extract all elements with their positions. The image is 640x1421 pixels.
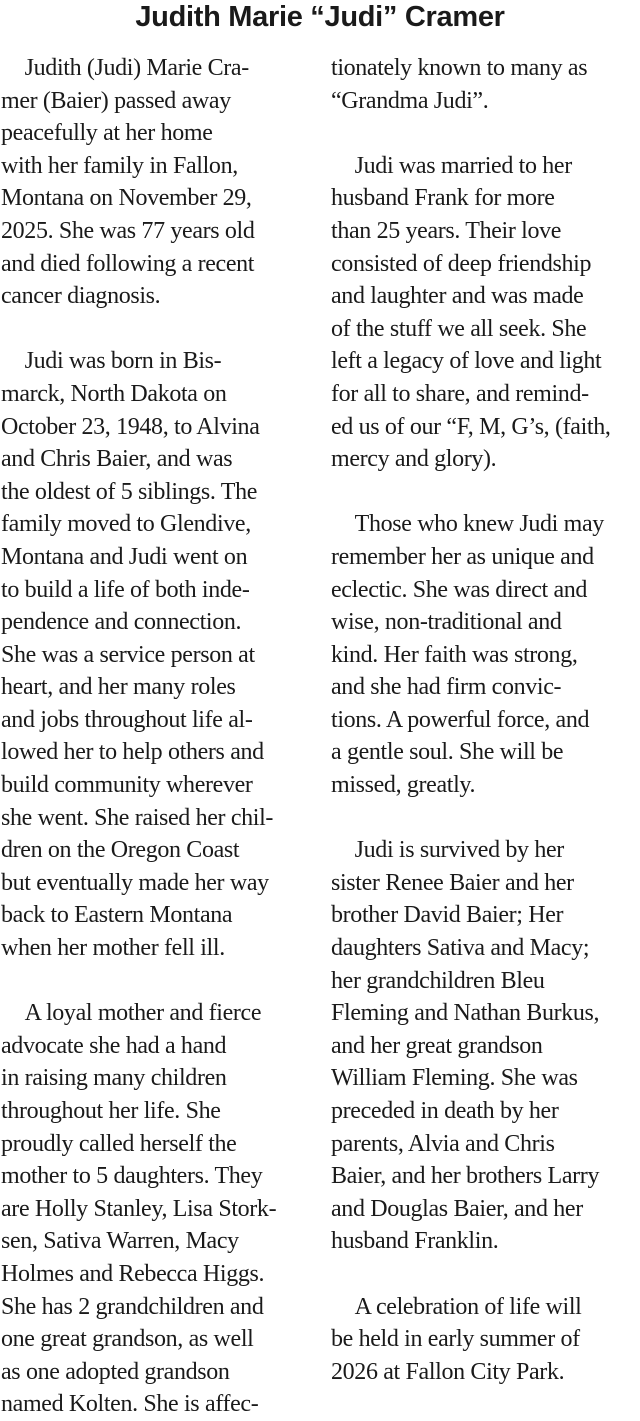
- text-line: A loyal mother and fierce: [1, 1000, 262, 1027]
- text-line: She has 2 grandchildren and: [1, 1293, 264, 1320]
- text-line: 2025. She was 77 years old: [1, 217, 255, 244]
- text-line: “Grandma Judi”.: [331, 87, 489, 114]
- obituary-title: Judith Marie “Judi” Cramer: [135, 1, 505, 33]
- text-line: mother to 5 daughters. They: [1, 1163, 263, 1190]
- text-line: family moved to Glendive,: [1, 511, 251, 538]
- text-line: sen, Sativa Warren, Macy: [1, 1228, 239, 1255]
- text-line: dren on the Oregon Coast: [1, 837, 240, 864]
- text-line: mer (Baier) passed away: [1, 87, 231, 114]
- text-line: and jobs throughout life al-: [1, 706, 253, 733]
- text-line: proudly called herself the: [1, 1130, 237, 1157]
- text-line: the oldest of 5 siblings. The: [1, 478, 258, 505]
- text-line: remember her as unique and: [331, 543, 594, 570]
- text-line: in raising many children: [1, 1065, 227, 1092]
- paragraph-break: [331, 1258, 638, 1291]
- text-line: William Fleming. She was: [331, 1065, 578, 1092]
- text-line: advocate she had a hand: [1, 1032, 227, 1059]
- text-line: Holmes and Rebecca Higgs.: [1, 1260, 265, 1287]
- text-line: are Holly Stanley, Lisa Stork-: [1, 1195, 277, 1222]
- text-line: heart, and her many roles: [1, 674, 236, 701]
- text-line: and laughter and was made: [331, 283, 584, 310]
- text-line: ed us of our “F, M, G’s, (faith,: [331, 413, 611, 440]
- text-line: Baier, and her brothers Larry: [331, 1163, 600, 1190]
- text-line: but eventually made her way: [1, 869, 269, 896]
- text-line: she went. She raised her chil-: [1, 804, 274, 831]
- text-line: peacefully at her home: [1, 120, 213, 147]
- text-line: Fleming and Nathan Burkus,: [331, 1000, 600, 1027]
- text-line: back to Eastern Montana: [1, 902, 233, 929]
- text-line: cancer diagnosis.: [1, 283, 161, 310]
- paragraph-break: [1, 313, 316, 346]
- text-line: wise, non-traditional and: [331, 609, 562, 636]
- text-line: named Kolten. She is affec-: [1, 1391, 259, 1418]
- text-line: Montana on November 29,: [1, 185, 252, 212]
- text-line: husband Franklin.: [331, 1228, 499, 1255]
- text-line: her grandchildren Bleu: [331, 967, 545, 994]
- text-line: and Douglas Baier, and her: [331, 1195, 583, 1222]
- text-line: Those who knew Judi may: [331, 511, 604, 538]
- text-line: a gentle soul. She will be: [331, 739, 564, 766]
- text-line: and she had firm convic-: [331, 674, 562, 701]
- paragraph-break: [331, 476, 638, 509]
- text-line: marck, North Dakota on: [1, 380, 227, 407]
- text-line: Judith (Judi) Marie Cra-: [1, 55, 249, 81]
- text-line: missed, greatly.: [331, 772, 476, 799]
- text-line: when her mother fell ill.: [1, 935, 225, 962]
- text-line: kind. Her faith was strong,: [331, 641, 578, 668]
- text-line: tionately known to many as: [331, 55, 588, 81]
- text-line: Judi was married to her: [331, 152, 572, 179]
- text-line: of the stuff we all seek. She: [331, 315, 587, 342]
- text-line: husband Frank for more: [331, 185, 555, 212]
- text-line: for all to share, and remind-: [331, 380, 589, 407]
- text-line: as one adopted grandson: [1, 1358, 230, 1385]
- text-line: pendence and connection.: [1, 609, 242, 636]
- text-line: one great grandson, as well: [1, 1326, 254, 1353]
- text-line: and died following a recent: [1, 250, 255, 277]
- text-line: with her family in Fallon,: [1, 152, 238, 179]
- text-line: and Chris Baier, and was: [1, 446, 233, 473]
- text-line: October 23, 1948, to Alvina: [1, 413, 260, 440]
- text-line: build community wherever: [1, 772, 253, 799]
- text-line: left a legacy of love and light: [331, 348, 602, 375]
- text-line: tions. A powerful force, and: [331, 706, 590, 733]
- text-line: brother David Baier; Her: [331, 902, 564, 929]
- text-line: be held in early summer of: [331, 1326, 580, 1353]
- text-line: daughters Sativa and Macy;: [331, 935, 590, 962]
- text-line: Judi is survived by her: [331, 837, 564, 864]
- text-line: preceded in death by her: [331, 1098, 559, 1124]
- text-line: than 25 years. Their love: [331, 217, 562, 244]
- text-line: sister Renee Baier and her: [331, 869, 574, 896]
- text-line: She was a service person at: [1, 641, 255, 668]
- text-line: Judi was born in Bis-: [1, 348, 222, 375]
- paragraph-break: [1, 965, 316, 998]
- text-line: throughout her life. She: [1, 1098, 221, 1124]
- paragraph-break: [331, 117, 638, 150]
- text-line: consisted of deep friendship: [331, 250, 592, 277]
- text-line: lowed her to help others and: [1, 739, 264, 766]
- left-column: [1, 52, 316, 1421]
- right-column: [331, 52, 638, 1388]
- text-line: Montana and Judi went on: [1, 543, 248, 570]
- text-line: and her great grandson: [331, 1032, 543, 1059]
- text-line: to build a life of both inde-: [1, 576, 250, 603]
- text-line: A celebration of life will: [331, 1293, 582, 1320]
- paragraph-break: [331, 802, 638, 835]
- text-line: parents, Alvia and Chris: [331, 1130, 555, 1157]
- text-line: 2026 at Fallon City Park.: [331, 1358, 565, 1385]
- text-line: eclectic. She was direct and: [331, 576, 588, 603]
- text-line: mercy and glory).: [331, 446, 497, 473]
